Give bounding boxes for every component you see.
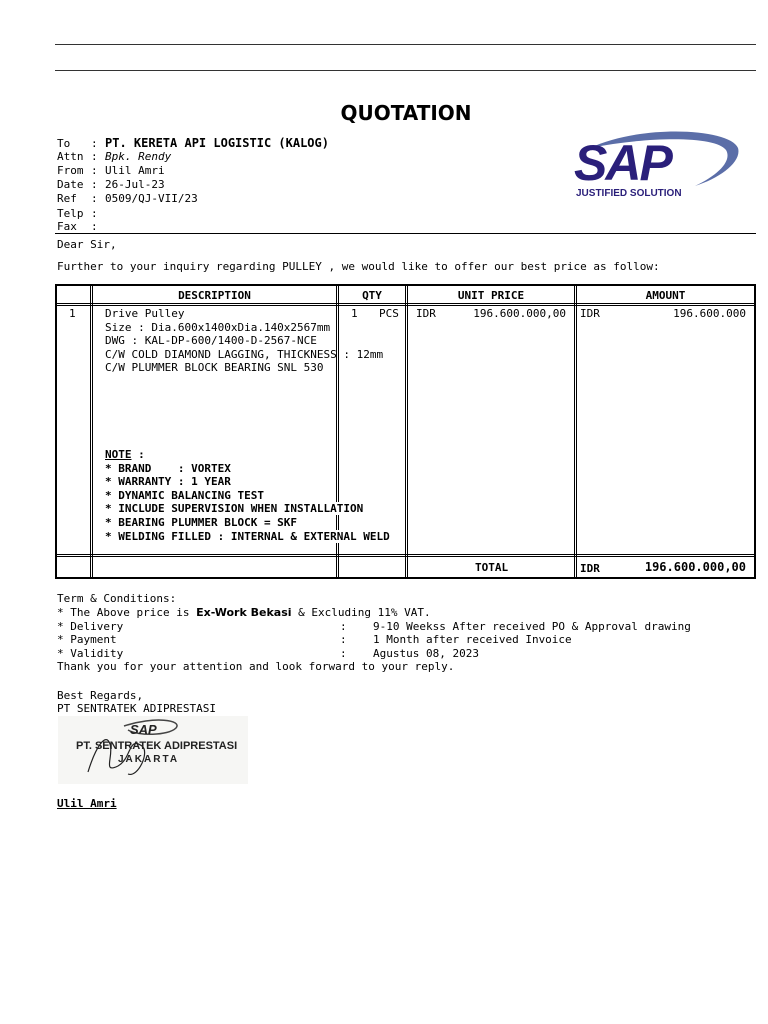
note-item: * INCLUDE SUPERVISION WHEN INSTALLATION <box>105 502 364 515</box>
attn-sep: : <box>91 150 98 163</box>
quotation-table <box>55 284 756 579</box>
terms-price-pre: * The Above price is <box>57 606 197 619</box>
terms-item-label: * Delivery <box>57 620 124 633</box>
logo-tagline: JUSTIFIED SOLUTION <box>576 188 682 199</box>
top-rule-1 <box>55 44 756 45</box>
note-colon: : <box>131 448 145 461</box>
date-sep: : <box>91 178 98 191</box>
header-description: DESCRIPTION <box>178 289 251 302</box>
to-value: PT. KERETA API LOGISTIC (KALOG) <box>105 136 329 150</box>
row-amount-currency: IDR <box>580 307 600 320</box>
ref-label: Ref <box>57 192 77 205</box>
col-divider <box>90 286 93 577</box>
note-item: * DYNAMIC BALANCING TEST <box>105 489 264 502</box>
stamp-city: JAKARTA <box>118 754 180 765</box>
col-divider <box>405 286 408 577</box>
terms-item-value: 1 Month after received Invoice <box>373 633 572 646</box>
total-currency: IDR <box>580 562 600 575</box>
header-rule <box>55 233 756 234</box>
from-label: From <box>57 164 84 177</box>
row-unit-price-currency: IDR <box>416 307 436 320</box>
total-label: TOTAL <box>475 561 509 574</box>
greeting: Dear Sir, <box>57 238 117 251</box>
company-stamp <box>58 716 248 784</box>
telp-sep: : <box>91 207 98 220</box>
fax-label: Fax <box>57 220 77 233</box>
date-value: 26-Jul-23 <box>105 178 165 191</box>
note-title: NOTE <box>105 448 132 461</box>
header-amount: AMOUNT <box>645 289 686 302</box>
col-divider <box>574 286 577 577</box>
from-sep: : <box>91 164 98 177</box>
signer-name: Ulil Amri <box>57 797 117 810</box>
company-logo <box>570 130 745 205</box>
ref-sep: : <box>91 192 98 205</box>
terms-price-post: & Excluding 11% VAT. <box>291 606 431 619</box>
attn-value: Bpk. Rendy <box>105 150 172 163</box>
date-label: Date <box>57 178 84 191</box>
terms-item-sep: : <box>340 633 347 646</box>
stamp-brand: SAP <box>130 722 157 737</box>
desc-line: C/W COLD DIAMOND LAGGING, THICKNESS : 12mm <box>105 348 384 361</box>
note-item: * WARRANTY : 1 YEAR <box>105 475 231 488</box>
note-heading <box>105 448 145 461</box>
top-rule-2 <box>55 70 756 71</box>
thanks-text: Thank you for your attention and look forward to your reply. <box>57 660 455 673</box>
company-name: PT SENTRATEK ADIPRESTASI <box>57 702 216 715</box>
row-number: 1 <box>69 307 76 320</box>
terms-item-sep: : <box>340 620 347 633</box>
terms-item-label: * Validity <box>57 647 124 660</box>
header-divider <box>57 303 754 306</box>
document-title: QUOTATION <box>340 101 472 125</box>
terms-item-value: Agustus 08, 2023 <box>373 647 479 660</box>
note-item: * BRAND : VORTEX <box>105 462 231 475</box>
desc-line: Drive Pulley <box>105 307 185 320</box>
terms-heading: Term & Conditions: <box>57 592 177 605</box>
from-value: Ulil Amri <box>105 164 165 177</box>
telp-label: Telp <box>57 207 84 220</box>
ref-value: 0509/QJ-VII/23 <box>105 192 198 205</box>
row-qty: 1 <box>351 307 358 320</box>
desc-line: DWG : KAL-DP-600/1400-D-2567-NCE <box>105 334 317 347</box>
regards-text: Best Regards, <box>57 689 144 702</box>
desc-line: Size : Dia.600x1400xDia.140x2567mm <box>105 321 331 334</box>
terms-price-line <box>57 606 431 619</box>
note-item: * WELDING FILLED : INTERNAL & EXTERNAL WELD <box>105 530 390 543</box>
to-sep: : <box>91 137 98 150</box>
total-divider <box>57 554 754 557</box>
terms-item-sep: : <box>340 647 347 660</box>
logo-brand: SAP <box>574 135 671 191</box>
attn-label: Attn <box>57 150 84 163</box>
row-unit-price: 196.600.000,00 <box>473 307 566 320</box>
intro-text: Further to your inquiry regarding PULLEY , we would like to offer our best price as follow: <box>57 260 660 273</box>
desc-line: C/W PLUMMER BLOCK BEARING SNL 530 <box>105 361 324 374</box>
header-unit-price: UNIT PRICE <box>457 289 525 302</box>
terms-price-bold: Ex-Work Bekasi <box>196 606 292 619</box>
total-value: 196.600.000,00 <box>644 560 746 574</box>
to-label: To <box>57 137 71 150</box>
terms-item-label: * Payment <box>57 633 117 646</box>
terms-item-value: 9-10 Weekss After received PO & Approval drawing <box>373 620 691 633</box>
row-amount: 196.600.000 <box>673 307 746 320</box>
row-unit: PCS <box>379 307 399 320</box>
stamp-company: PT. SENTRATEK ADIPRESTASI <box>76 740 238 752</box>
header-qty: QTY <box>362 289 382 302</box>
note-item: * BEARING PLUMMER BLOCK = SKF <box>105 516 298 529</box>
fax-sep: : <box>91 220 98 233</box>
